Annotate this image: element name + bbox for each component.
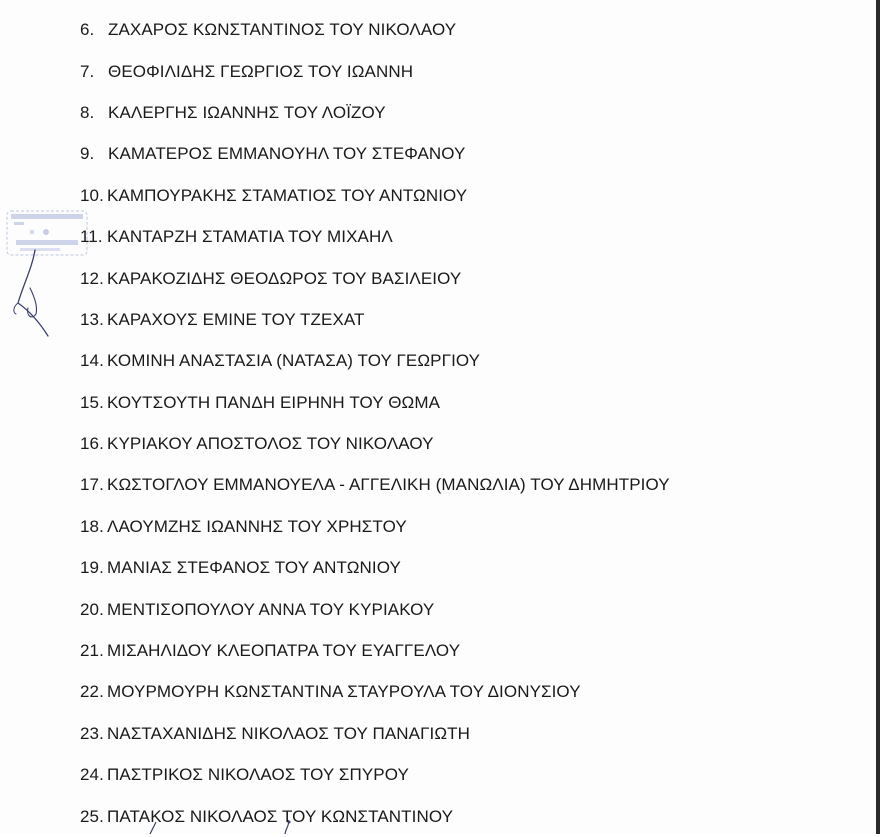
name-list	[80, 9, 670, 837]
item-number: 17.	[80, 475, 104, 495]
handwritten-signature-icon	[10, 248, 70, 343]
list-item	[80, 588, 670, 629]
item-name: ΖΑΧΑΡΟΣ ΚΩΝΣΤΑΝΤΙΝΟΣ ΤΟΥ ΝΙΚΟΛΑΟΥ	[108, 20, 457, 40]
item-number: 25.	[80, 806, 104, 826]
item-number: 10.	[80, 185, 104, 205]
item-number: 8.	[80, 102, 95, 122]
item-number: 11.	[80, 227, 103, 247]
item-name: ΚΥΡΙΑΚΟΥ ΑΠΟΣΤΟΛΟΣ ΤΟΥ ΝΙΚΟΛΑΟΥ	[107, 434, 434, 454]
item-name: ΝΑΣΤΑΧΑΝΙΔΗΣ ΝΙΚΟΛΑΟΣ ΤΟΥ ΠΑΝΑΓΙΩΤΗ	[107, 723, 471, 743]
item-name: ΚΑΛΕΡΓΗΣ ΙΩΑΝΝΗΣ ΤΟΥ ΛΟΪΖΟΥ	[108, 102, 386, 122]
item-number: 22.	[80, 682, 104, 702]
item-number: 6.	[80, 20, 95, 40]
list-item	[80, 630, 670, 671]
list-item	[80, 547, 670, 588]
item-name: ΜΕΝΤΙΣΟΠΟΥΛΟΥ ΑΝΝΑ ΤΟΥ ΚΥΡΙΑΚΟΥ	[107, 599, 435, 619]
item-name: ΚΑΜΑΤΕΡΟΣ ΕΜΜΑΝΟΥΗΛ ΤΟΥ ΣΤΕΦΑΝΟΥ	[108, 144, 466, 164]
item-number: 19.	[80, 558, 104, 578]
item-name: ΚΟΜΙΝΗ ΑΝΑΣΤΑΣΙΑ (ΝΑΤΑΣΑ) ΤΟΥ ΓΕΩΡΓΙΟΥ	[107, 351, 481, 371]
item-number: 16.	[80, 434, 104, 454]
item-number: 18.	[80, 516, 104, 536]
item-number: 24.	[80, 765, 104, 785]
scan-edge-border	[876, 0, 880, 834]
item-name: ΛΑΟΥΜΖΗΣ ΙΩΑΝΝΗΣ ΤΟΥ ΧΡΗΣΤΟΥ	[107, 516, 407, 536]
item-number: 12.	[80, 268, 104, 288]
list-item	[80, 382, 670, 423]
list-item	[80, 50, 670, 91]
list-item	[80, 175, 670, 216]
item-number: 21.	[80, 641, 104, 661]
list-item	[80, 9, 670, 50]
list-item	[80, 754, 670, 795]
item-name: ΠΑΣΤΡΙΚΟΣ ΝΙΚΟΛΑΟΣ ΤΟΥ ΣΠΥΡΟΥ	[107, 765, 409, 785]
item-number: 7.	[80, 61, 95, 81]
item-name: ΜΙΣΑΗΛΙΔΟΥ ΚΛΕΟΠΑΤΡΑ ΤΟΥ ΕΥΑΓΓΕΛΟΥ	[107, 641, 461, 661]
list-item	[80, 340, 670, 381]
item-name: ΚΩΣΤΟΓΛΟΥ ΕΜΜΑΝΟΥΕΛΑ - ΑΓΓΕΛΙΚΗ (ΜΑΝΩΛΙΑ) ΤΟΥ ΔΗΜΗΤΡΙΟΥ	[107, 475, 670, 495]
list-item	[80, 795, 670, 836]
item-name: ΜΑΝΙΑΣ ΣΤΕΦΑΝΟΣ ΤΟΥ ΑΝΤΩΝΙΟΥ	[107, 558, 401, 578]
item-number: 14.	[80, 351, 104, 371]
list-item	[80, 464, 670, 505]
list-item	[80, 299, 670, 340]
list-item	[80, 671, 670, 712]
list-item	[80, 92, 670, 133]
item-name: ΠΑΤΑΚΟΣ ΝΙΚΟΛΑΟΣ ΤΟΥ ΚΩΝΣΤΑΝΤΙΝΟΥ	[107, 806, 454, 826]
item-number: 13.	[80, 309, 104, 329]
item-name: ΚΑΜΠΟΥΡΑΚΗΣ ΣΤΑΜΑΤΙΟΣ ΤΟΥ ΑΝΤΩΝΙΟΥ	[107, 185, 468, 205]
item-number: 20.	[80, 599, 104, 619]
item-name: ΚΑΡΑΧΟΥΣ ΕΜΙΝΕ ΤΟΥ ΤΖΕΧΑΤ	[107, 309, 365, 329]
item-number: 9.	[80, 144, 95, 164]
item-name: ΚΑΝΤΑΡΖΗ ΣΤΑΜΑΤΙΑ ΤΟΥ ΜΙΧΑΗΛ	[107, 227, 393, 247]
list-item	[80, 133, 670, 174]
item-number: 15.	[80, 392, 104, 412]
item-name: ΚΑΡΑΚΟΖΙΔΗΣ ΘΕΟΔΩΡΟΣ ΤΟΥ ΒΑΣΙΛΕΙΟΥ	[107, 268, 462, 288]
list-item	[80, 216, 670, 257]
item-number: 23.	[80, 723, 104, 743]
item-name: ΘΕΟΦΙΛΙΔΗΣ ΓΕΩΡΓΙΟΣ ΤΟΥ ΙΩΑΝΝΗ	[108, 61, 414, 81]
item-name: ΚΟΥΤΣΟΥΤΗ ΠΑΝΔΗ ΕΙΡΗΝΗ ΤΟΥ ΘΩΜΑ	[107, 392, 441, 412]
list-item	[80, 713, 670, 754]
list-item	[80, 506, 670, 547]
item-name: ΜΟΥΡΜΟΥΡΗ ΚΩΝΣΤΑΝΤΙΝΑ ΣΤΑΥΡΟΥΛΑ ΤΟΥ ΔΙΟΝΥΣΙΟΥ	[107, 682, 581, 702]
list-item	[80, 257, 670, 298]
list-item	[80, 423, 670, 464]
